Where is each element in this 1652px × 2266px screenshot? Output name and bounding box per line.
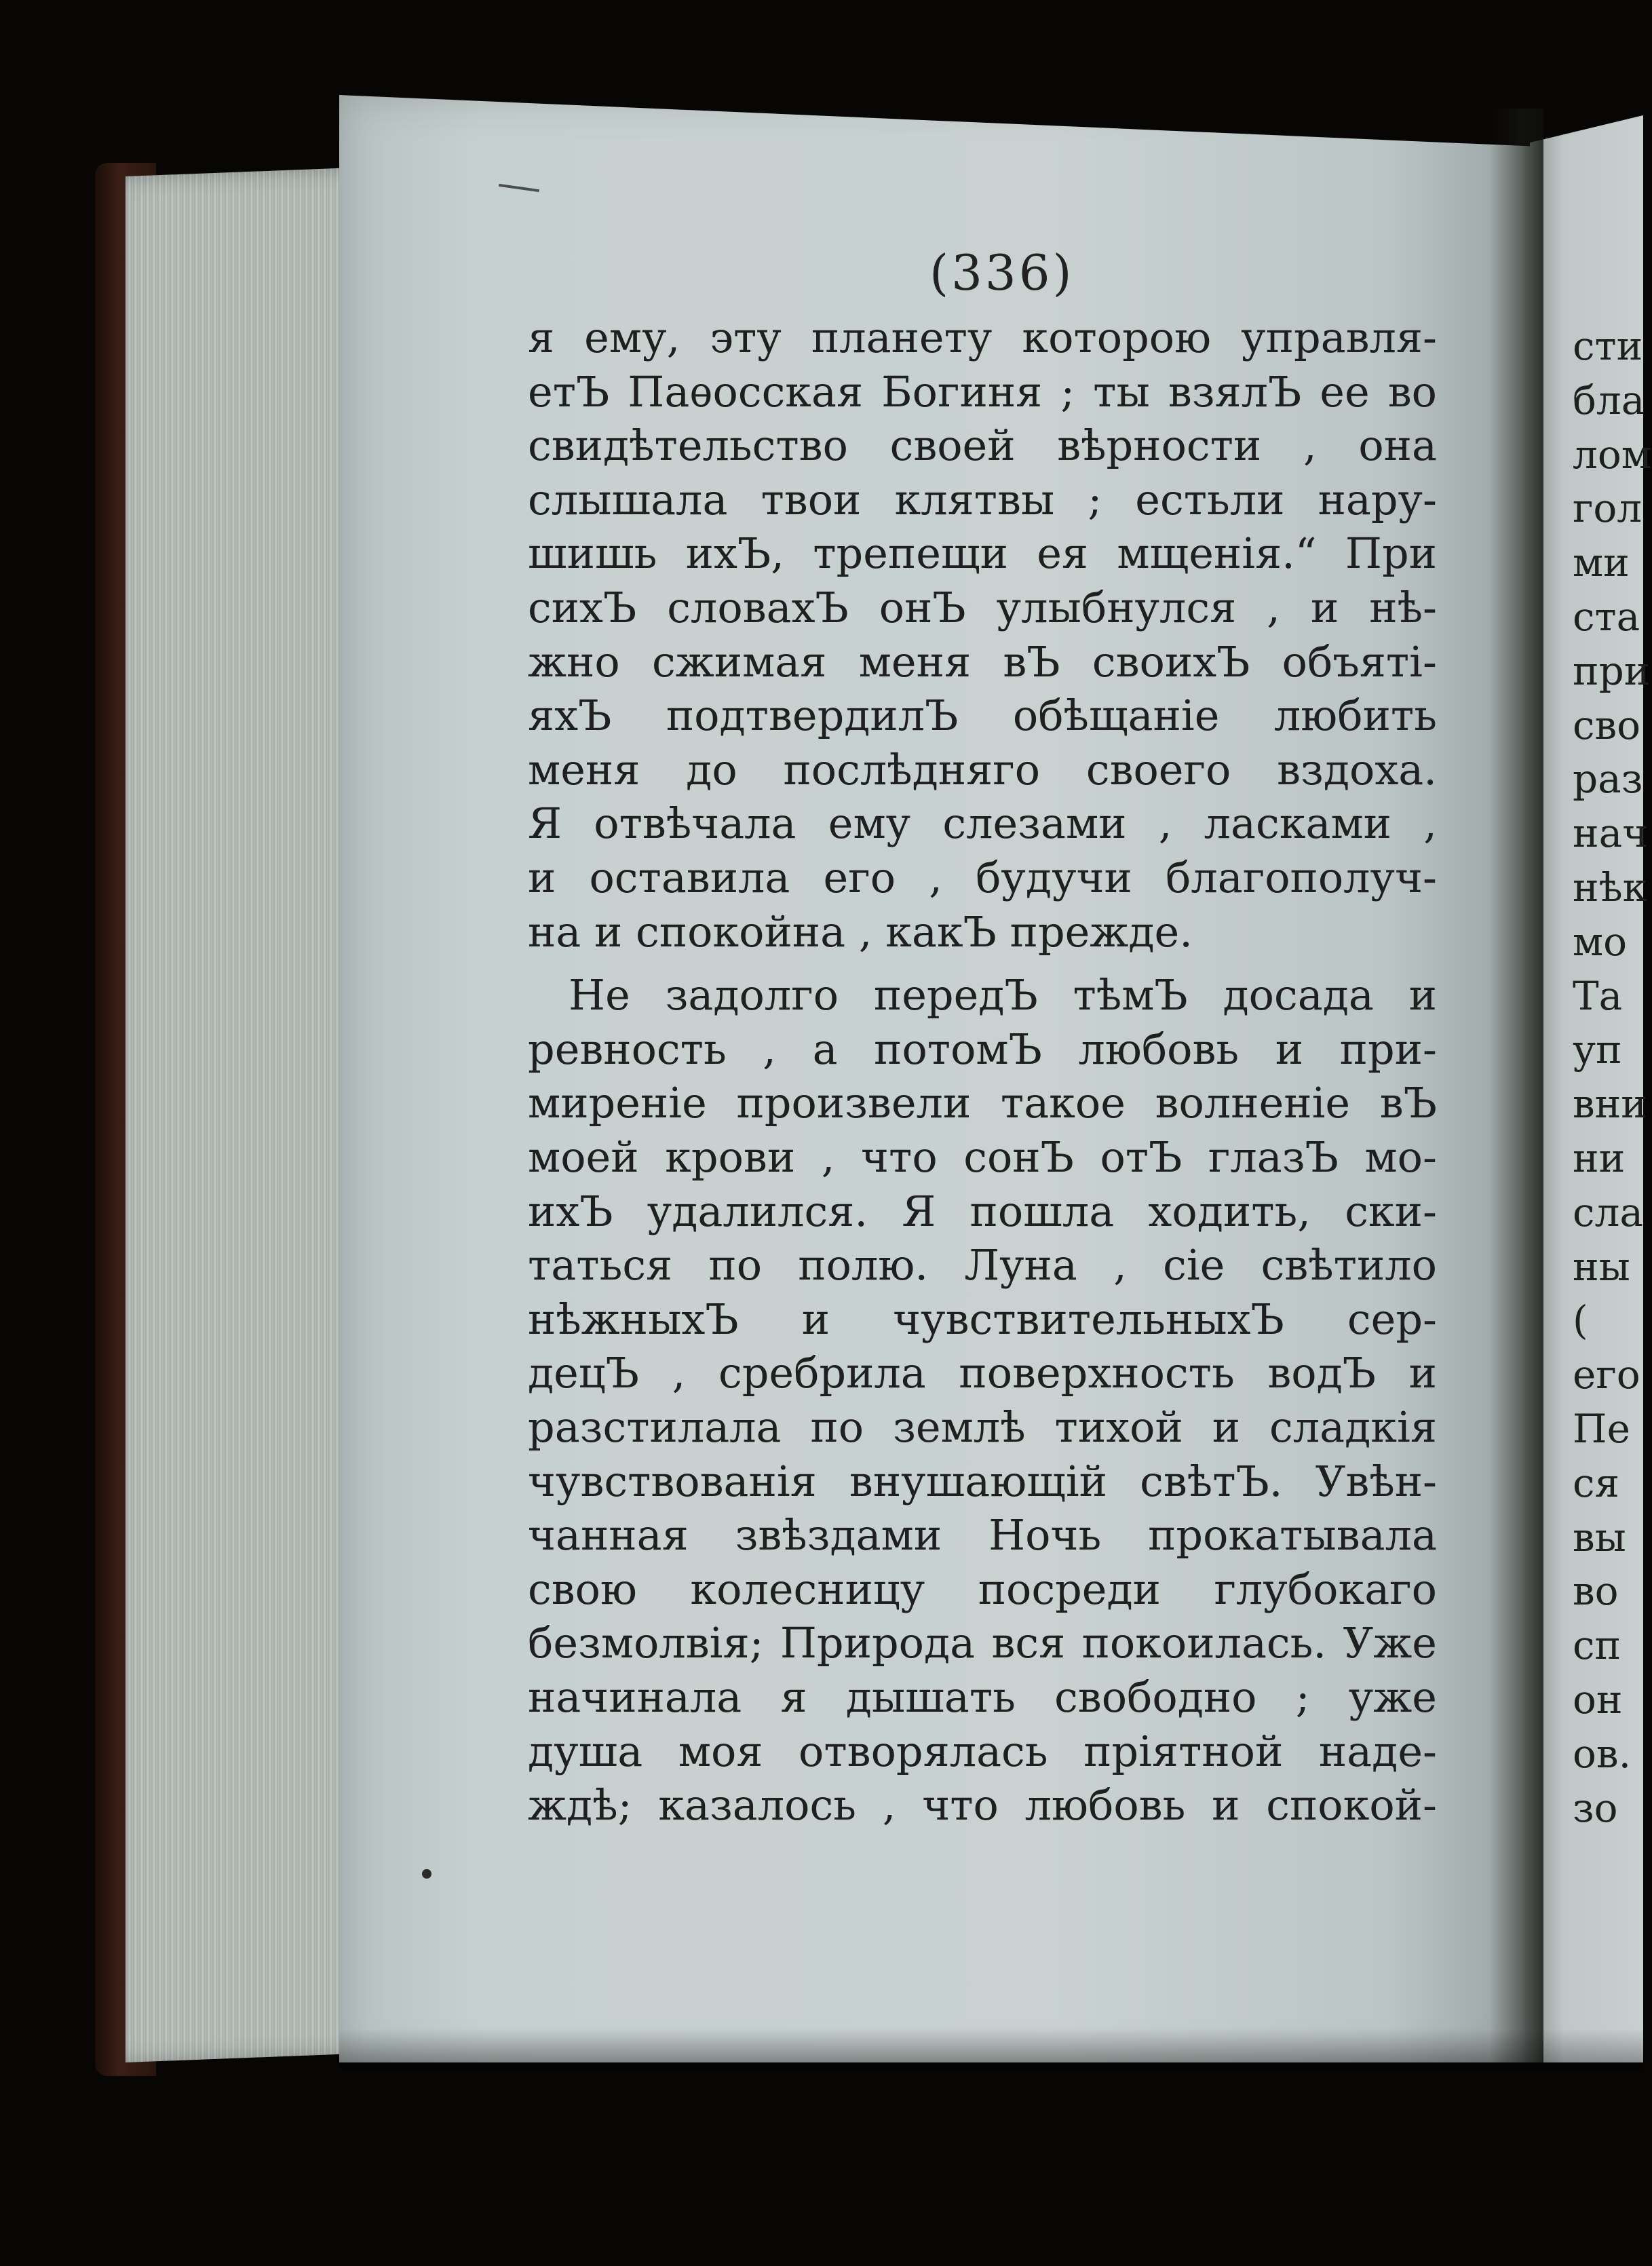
text-line: Не задолго передЪ тѣмЪ досада и bbox=[569, 970, 1437, 1020]
right-page-fragment: ( bbox=[1573, 1297, 1588, 1344]
text-line: на и спокойна , какЪ прежде. bbox=[528, 906, 1193, 957]
right-page-fragment: во bbox=[1573, 1568, 1619, 1615]
right-page-fragment: бла bbox=[1573, 377, 1645, 423]
right-page-fragment: сти bbox=[1573, 323, 1643, 369]
text-line: яхЪ подтвердилЪ обѣщаніе любить bbox=[528, 691, 1437, 741]
text-line: таться по полю. Луна , сіе свѣтило bbox=[528, 1240, 1437, 1290]
text-line: начинала я дышать свободно ; уже bbox=[528, 1672, 1437, 1722]
right-page-fragment: уп bbox=[1573, 1026, 1622, 1073]
text-line: слышала твои клятвы ; естьли нару- bbox=[528, 474, 1437, 524]
ink-spot bbox=[422, 1869, 431, 1879]
text-line: душа моя отворялась пріятной наде- bbox=[528, 1726, 1437, 1776]
right-page-fragment: нѣк bbox=[1573, 864, 1647, 910]
text-line: жно сжимая меня вЪ своихЪ объяті- bbox=[528, 636, 1437, 687]
right-page-fragment: ов. bbox=[1573, 1730, 1632, 1777]
book-gutter bbox=[1489, 109, 1543, 2062]
right-page-fragment: сво bbox=[1573, 702, 1641, 748]
text-line: моей крови , что сонЪ отЪ глазЪ мо- bbox=[528, 1132, 1437, 1182]
text-line: Я отвѣчала ему слезами , ласками , bbox=[528, 799, 1437, 849]
text-line: безмолвія; Природа вся покоилась. Уже bbox=[528, 1618, 1437, 1668]
text-line: етЪ Паѳосская Богиня ; ты взялЪ ее во bbox=[528, 366, 1437, 417]
right-page-fragment: раз bbox=[1573, 756, 1643, 803]
right-page-fragment: Та bbox=[1573, 972, 1623, 1019]
text-line: миреніе произвели такое волненіе вЪ bbox=[528, 1078, 1437, 1128]
text-line: меня до послѣдняго своего вздоха. bbox=[528, 744, 1437, 794]
text-line: нѣжныхЪ и чувствительныхЪ сер- bbox=[528, 1294, 1437, 1344]
right-page-fragment: его bbox=[1573, 1351, 1640, 1398]
right-page-fragment: гол bbox=[1573, 485, 1643, 532]
text-line: чанная звѣздами Ночь прокатывала bbox=[528, 1510, 1437, 1560]
text-line: ихЪ удалился. Я пошла ходить, ски- bbox=[528, 1186, 1437, 1236]
right-page-fragment: Пе bbox=[1573, 1406, 1630, 1452]
right-page-fragment: нач bbox=[1573, 810, 1649, 857]
right-page-fragment: лом bbox=[1573, 431, 1652, 478]
text-line: свидѣтельство своей вѣрности , она bbox=[528, 421, 1437, 471]
right-page-fragment: мо bbox=[1573, 918, 1628, 965]
right-page-fragment: при bbox=[1573, 647, 1651, 694]
text-line: сихЪ словахЪ онЪ улыбнулся , и нѣ- bbox=[528, 583, 1437, 632]
text-line: ждѣ; казалось , что любовь и спокой- bbox=[528, 1780, 1437, 1830]
right-page-fragment: зо bbox=[1573, 1784, 1618, 1831]
text-line: я ему, эту планету которою управля- bbox=[528, 313, 1437, 362]
text-line: и оставила его , будучи благополуч- bbox=[528, 853, 1437, 902]
text-line: свою колесницу посреди глубокаго bbox=[528, 1564, 1437, 1614]
right-page-fragment: ны bbox=[1573, 1243, 1630, 1290]
right-page-fragment: ни bbox=[1573, 1135, 1626, 1181]
page-bottom-shadow bbox=[339, 2029, 1643, 2069]
right-page-fragment: вни bbox=[1573, 1081, 1647, 1128]
right-page-fragment: сп bbox=[1573, 1622, 1621, 1669]
right-page-fragment: ся bbox=[1573, 1459, 1620, 1506]
text-line: децЪ , сребрила поверхность водЪ и bbox=[528, 1348, 1437, 1398]
page-stack-edge bbox=[126, 167, 370, 2062]
right-page-fragment: ми bbox=[1573, 539, 1630, 586]
right-page-fragment: вы bbox=[1573, 1514, 1626, 1560]
text-line: ревность , а потомЪ любовь и при- bbox=[528, 1024, 1437, 1074]
right-page-fragment: ста bbox=[1573, 594, 1640, 640]
text-line: шишь ихЪ, трепещи ея мщенія.“ При bbox=[528, 529, 1437, 579]
text-line: разстилала по землѣ тихой и сладкія bbox=[528, 1402, 1437, 1452]
right-page-fragment: он bbox=[1573, 1676, 1623, 1723]
page-number: (336) bbox=[929, 244, 1075, 301]
text-line: чувствованія внушающій свѣтЪ. Увѣн- bbox=[528, 1456, 1437, 1506]
right-page-fragment: сла bbox=[1573, 1189, 1643, 1235]
